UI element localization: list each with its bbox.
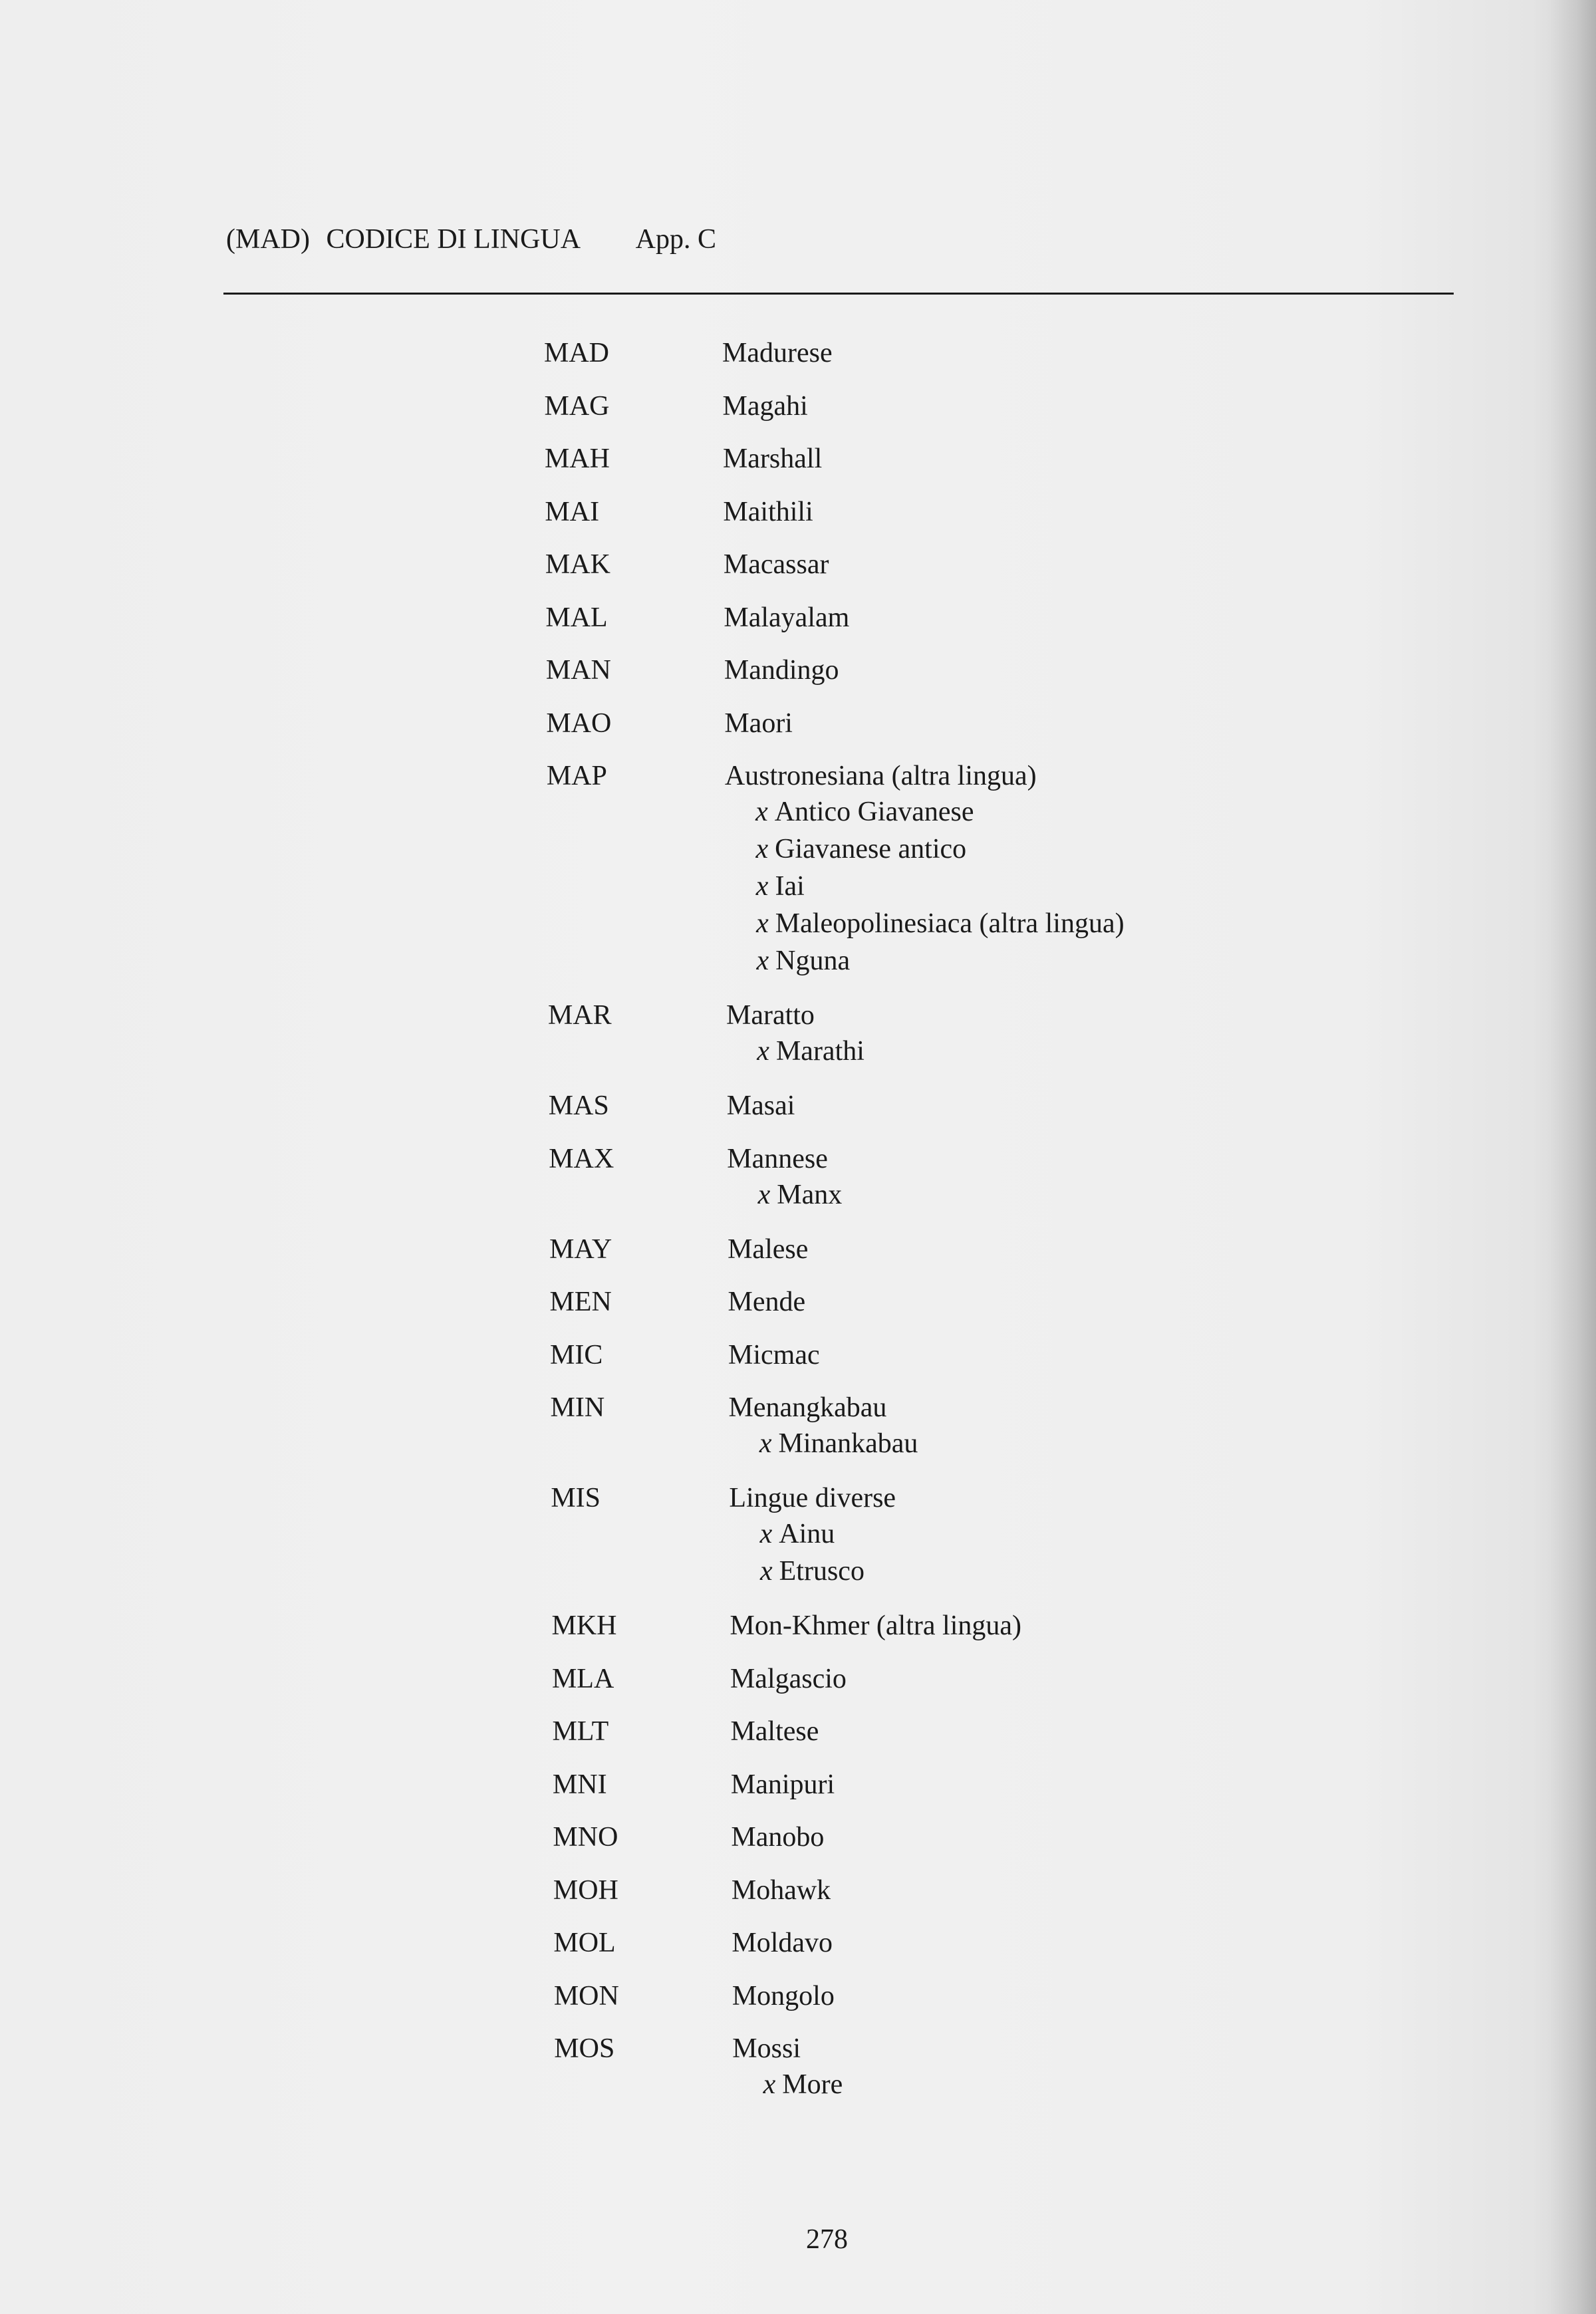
- page-edge-shadow: [1549, 0, 1596, 2314]
- language-code: MEN: [549, 1287, 612, 1317]
- language-code: MIS: [551, 1483, 601, 1513]
- language-code: MAI: [545, 496, 600, 527]
- language-code: MLT: [552, 1716, 609, 1747]
- language-code: MAL: [545, 602, 608, 633]
- language-name: Maratto: [726, 1000, 815, 1031]
- variant-name: Manx: [777, 1179, 843, 1210]
- language-code: MNI: [552, 1769, 607, 1800]
- language-code: MIN: [550, 1392, 605, 1423]
- variant-name: Antico Giavanese: [774, 797, 974, 827]
- language-name: Masai: [726, 1091, 795, 1121]
- variant-marker: x: [756, 908, 769, 939]
- language-code: MIC: [550, 1339, 603, 1370]
- language-code: MAP: [546, 761, 607, 791]
- language-code: MLA: [551, 1663, 614, 1694]
- variant-name: Etrusco: [779, 1556, 864, 1587]
- variant-marker: x: [756, 946, 769, 976]
- variant-name: Iai: [775, 871, 805, 902]
- language-name: Mohawk: [731, 1874, 831, 1906]
- language-name: Malayalam: [724, 602, 850, 633]
- language-name: Malgascio: [730, 1663, 847, 1694]
- language-code: MAY: [549, 1233, 612, 1265]
- header-rule: [223, 293, 1454, 295]
- language-code: MAK: [545, 549, 610, 580]
- language-name: Austronesiana (altra lingua): [724, 761, 1037, 791]
- language-code: MAO: [546, 707, 612, 739]
- language-code: MAH: [544, 444, 610, 474]
- language-name: Manipuri: [730, 1769, 835, 1800]
- language-variant: [763, 2071, 843, 2099]
- language-name: Marshall: [722, 444, 823, 474]
- running-head-appendix: App. C: [635, 224, 716, 255]
- language-variant: [755, 835, 966, 863]
- language-code: MAR: [547, 1000, 612, 1031]
- language-code: MKH: [551, 1610, 617, 1641]
- language-name: Manobo: [731, 1822, 825, 1853]
- language-variant: [756, 947, 850, 975]
- language-code: MON: [553, 1980, 619, 2011]
- variant-name: Ainu: [779, 1519, 835, 1549]
- language-name: Mongolo: [732, 1980, 835, 2011]
- language-name: Mannese: [727, 1143, 828, 1174]
- language-code: MAD: [544, 338, 610, 368]
- language-code: MAN: [545, 655, 611, 686]
- language-name: Micmac: [728, 1339, 820, 1370]
- language-name: Lingue diverse: [729, 1483, 896, 1513]
- language-name: Mon-Khmer (altra lingua): [730, 1610, 1021, 1641]
- language-name: Maori: [724, 707, 793, 739]
- language-name: Mandingo: [724, 655, 839, 686]
- variant-marker: x: [755, 834, 769, 864]
- page-number: 278: [806, 2224, 848, 2255]
- variant-marker: x: [763, 2069, 776, 2100]
- language-name: Mende: [728, 1287, 806, 1317]
- language-code: MAS: [548, 1091, 609, 1121]
- variant-name: Nguna: [775, 946, 851, 976]
- variant-marker: x: [759, 1428, 772, 1459]
- language-variant: [755, 798, 974, 826]
- language-name: Menangkabau: [728, 1392, 887, 1423]
- language-code: MAX: [549, 1143, 614, 1174]
- language-code: MNO: [553, 1822, 618, 1853]
- language-variant: [760, 1557, 864, 1585]
- language-name: Maltese: [730, 1716, 819, 1747]
- variant-marker: x: [759, 1519, 773, 1549]
- language-name: Madurese: [722, 338, 833, 368]
- language-variant: [758, 1181, 843, 1209]
- language-code: MOL: [553, 1928, 616, 1958]
- language-variant: [757, 1037, 864, 1065]
- language-code: MOS: [554, 2033, 615, 2064]
- running-head: [226, 223, 716, 255]
- language-code: MAG: [544, 390, 610, 422]
- variant-name: Minankabau: [778, 1428, 918, 1459]
- language-name: Macassar: [723, 549, 829, 580]
- variant-marker: x: [759, 1556, 773, 1587]
- variant-name: More: [782, 2069, 843, 2100]
- variant-marker: x: [755, 797, 768, 827]
- language-name: Mossi: [732, 2033, 801, 2064]
- language-variant: [759, 1430, 918, 1458]
- running-head-title: CODICE DI LINGUA: [326, 224, 581, 255]
- language-name: Malese: [728, 1233, 809, 1265]
- language-variant: [760, 1520, 835, 1548]
- variant-marker: x: [757, 1179, 771, 1210]
- language-name: Magahi: [722, 390, 808, 422]
- variant-marker: x: [757, 1036, 769, 1067]
- language-code: MOH: [553, 1874, 618, 1906]
- variant-name: Giavanese antico: [775, 834, 967, 864]
- language-variant: [756, 872, 805, 900]
- language-variant: [756, 910, 1124, 938]
- variant-name: Maleopolinesiaca (altra lingua): [775, 908, 1125, 939]
- variant-marker: x: [755, 871, 769, 902]
- language-name: Moldavo: [732, 1928, 833, 1958]
- running-head-code: (MAD): [226, 224, 310, 255]
- language-name: Maithili: [723, 496, 813, 527]
- variant-name: Marathi: [775, 1036, 864, 1067]
